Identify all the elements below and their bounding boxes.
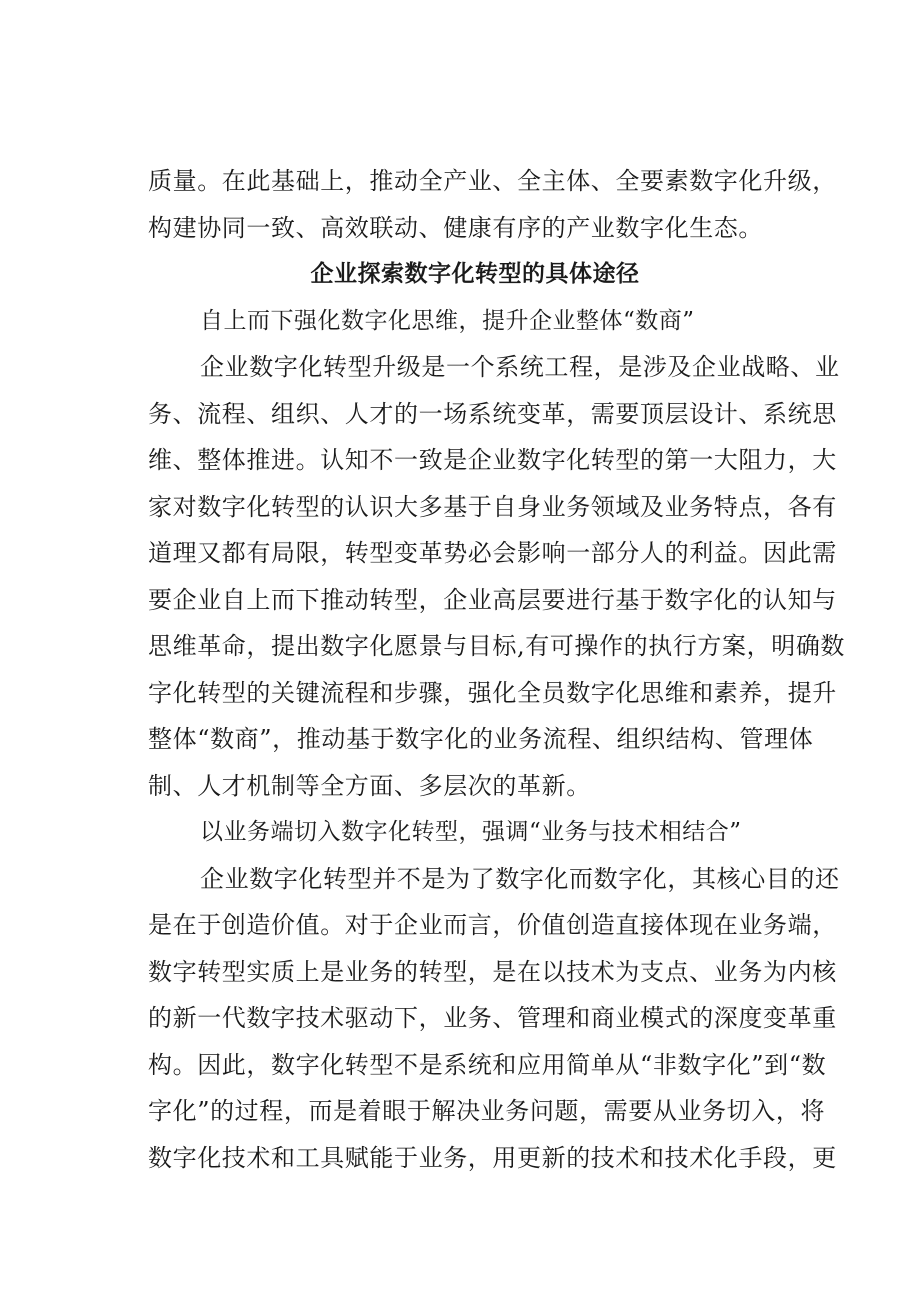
paragraph-1-line: 企业数字化转型升级是一个系统工程，是涉及企业战略、业 [200, 353, 840, 381]
paragraph-1-line: 思维革命，提出数字化愿景与目标,有可操作的执行方案，明确数 [148, 632, 846, 660]
paragraph-2-line: 的新一代数字技术驱动下，业务、管理和商业模式的深度变革重 [148, 1004, 837, 1032]
paragraph-2-line: 字化”的过程，而是着眼于解决业务问题，需要从业务切入，将 [148, 1097, 826, 1125]
section-title: 企业探索数字化转型的具体途径 [310, 261, 640, 287]
paragraph-2-line: 构。因此，数字化转型不是系统和应用简单从“非数字化”到“数 [148, 1050, 827, 1079]
intro-line-1: 质量。在此基础上，推动全产业、全主体、全要素数字化升级， [148, 167, 837, 195]
paragraph-1-line: 要企业自上而下推动转型，企业高层要进行基于数字化的认知与 [148, 585, 837, 614]
paragraph-2-line: 企业数字化转型并不是为了数字化而数字化，其核心目的还 [200, 864, 840, 893]
paragraph-1-line: 家对数字化转型的认识大多基于自身业务领域及业务特点，各有 [148, 492, 837, 521]
paragraph-1-line: 字化转型的关键流程和步骤，强化全员数字化思维和素养，提升 [148, 678, 837, 707]
subsection-1-heading: 自上而下强化数字化思维，提升企业整体“数商” [200, 307, 695, 334]
paragraph-2-line: 是在于创造价值。对于企业而言，价值创造直接体现在业务端， [148, 911, 837, 939]
document-page [148, 158, 846, 1181]
paragraph-1-line: 整体“数商”，推动基于数字化的业务流程、组织结构、管理体 [148, 725, 814, 753]
intro-line-2: 构建协同一致、高效联动、健康有序的产业数字化生态。 [148, 213, 763, 242]
paragraph-1-line: 务、流程、组织、人才的一场系统变革，需要顶层设计、系统思 [148, 399, 837, 428]
paragraph-2-line: 数字转型实质上是业务的转型，是在以技术为支点、业务为内核 [148, 957, 837, 986]
paragraph-1-line: 维、整体推进。认知不一致是企业数字化转型的第一大阻力，大 [148, 446, 837, 474]
subsection-2-heading: 以业务端切入数字化转型，强调“业务与技术相结合” [200, 819, 742, 845]
paragraph-1-line: 制、人才机制等全方面、多层次的革新。 [148, 771, 591, 800]
paragraph-2-line: 数字化技术和工具赋能于业务，用更新的技术和技术化手段，更 [148, 1143, 837, 1172]
paragraph-1-line: 道理又都有局限，转型变革势必会影响一部分人的利益。因此需 [148, 539, 837, 567]
